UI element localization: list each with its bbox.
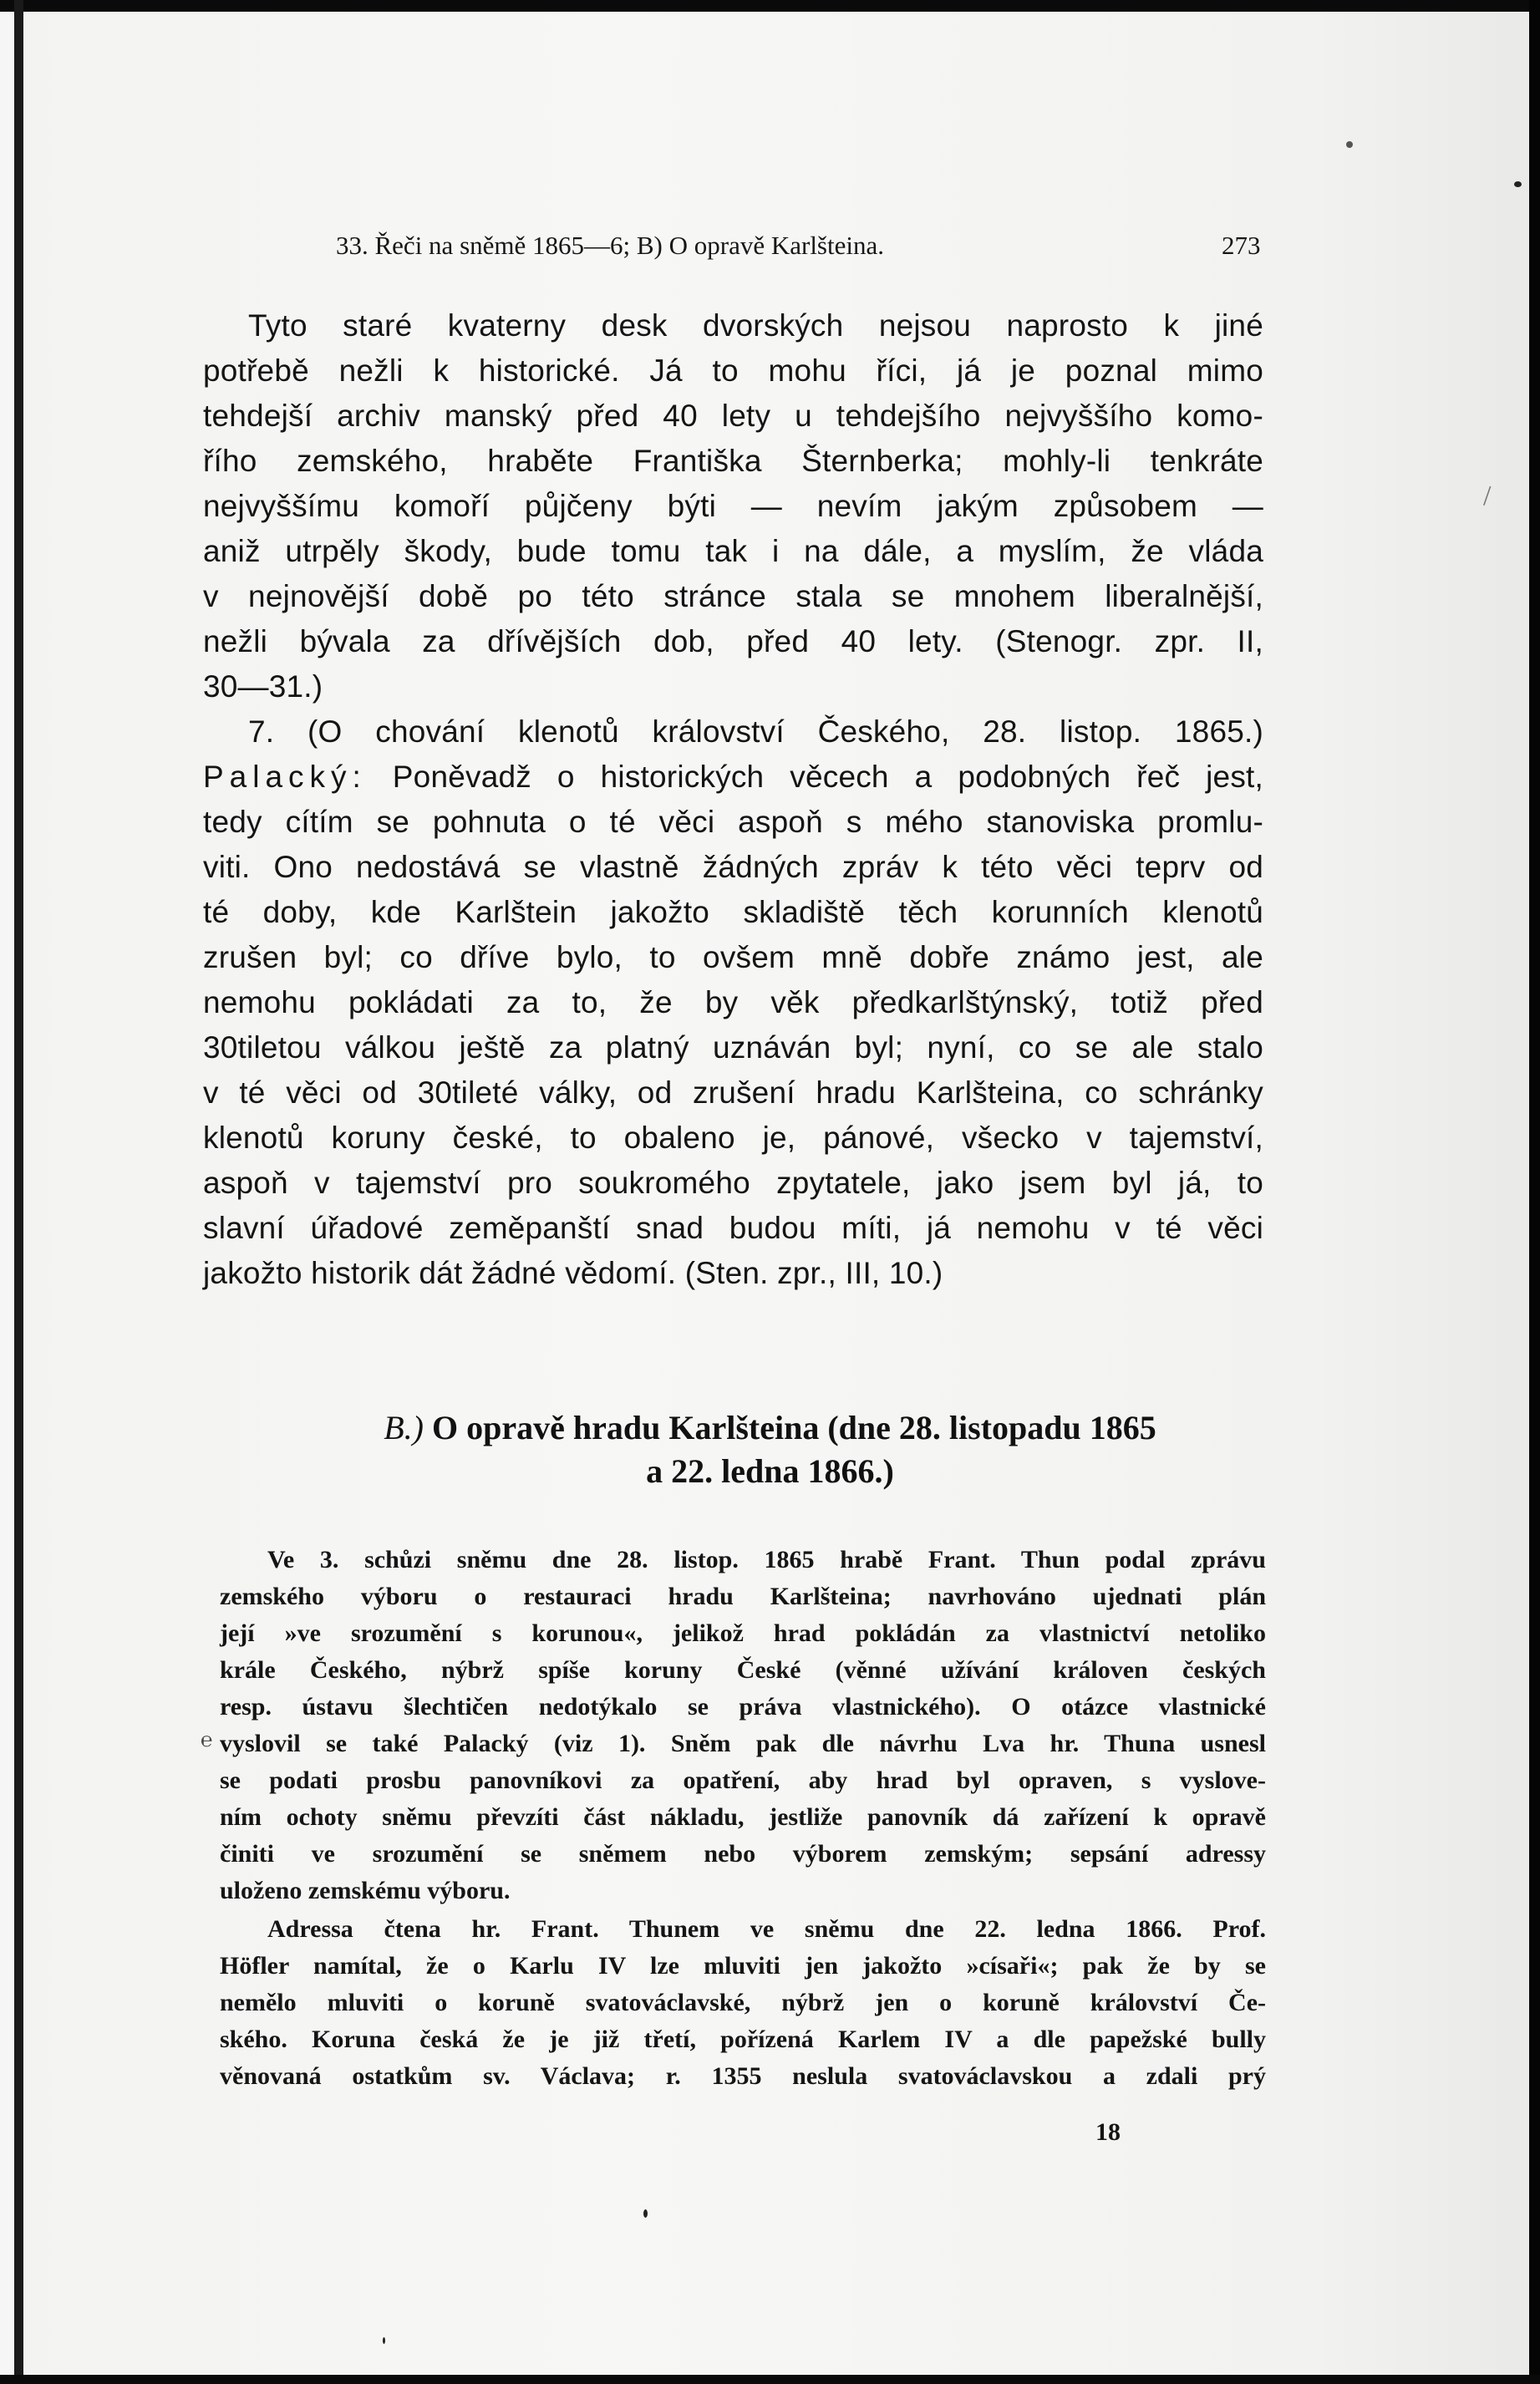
- body-text-line: tedy cítím se pohnuta o té věci aspoň s mého stanoviska promlu-: [203, 805, 1263, 839]
- dust-speck: [1346, 141, 1353, 148]
- running-head-title: 33. Řeči na sněmě 1865—6; B) O opravě Karlšteina.: [336, 231, 884, 260]
- item-7-heading: 7. (O chování klenotů království Českého, 28. listop. 1865.): [248, 714, 1263, 749]
- note-text-line: Adressa čtena hr. Frant. Thunem ve sněmu dne 22. ledna 1866. Prof.: [267, 1915, 1266, 1943]
- body-text-line: Tyto staré kvaterny desk dvorských nejsou naprosto k jiné: [248, 308, 1263, 343]
- speaker-name: Palacký:: [203, 760, 367, 794]
- body-text-line: řího zemského, hraběte Františka Šternberka; mohly-li tenkráte: [203, 444, 1263, 478]
- body-text-line: klenotů koruny české, to obaleno je, pánové, všecko v tajemství,: [203, 1121, 1263, 1155]
- body-text-line: nemohu pokládati za to, že by věk předkarlštýnský, totiž před: [203, 985, 1263, 1019]
- margin-stroke-mark: /: [1483, 480, 1492, 511]
- speaker-line-text: Poněvadž o historických věcech a podobných řeč jest,: [392, 760, 1263, 794]
- body-text-line: 30—31.): [203, 669, 323, 704]
- body-text-line: aniž utrpěly škody, bude tomu tak i na dále, a myslím, že vláda: [203, 534, 1263, 568]
- scan-margin-left: [0, 0, 14, 2384]
- note-text-line: zemského výboru o restauraci hradu Karlšteina; navrhováno ujednati plán: [220, 1583, 1266, 1610]
- body-text-line: tehdejší archiv manský před 40 lety u tehdejšího nejvyššího komo-: [203, 399, 1263, 433]
- section-label: B.): [384, 1409, 424, 1446]
- note-text-line: Höfler namítal, že o Karlu IV lze mluviti jen jakožto »císaři«; pak že by se: [220, 1952, 1266, 1980]
- body-text-line: nejvyššímu komoří půjčeny býti — nevím jakým způsobem —: [203, 489, 1263, 523]
- body-text-line: slavní úřadové zeměpanští snad budou míti, já nemohu v té věci: [203, 1211, 1263, 1245]
- signature-mark: 18: [1095, 2118, 1121, 2146]
- body-text-line: aspoň v tajemství pro soukromého zpytatele, jako jsem byl já, to: [203, 1166, 1263, 1200]
- speaker-line: [203, 760, 1263, 795]
- body-text-line: zrušen byl; co dříve bylo, to ovšem mně dobře známo jest, ale: [203, 940, 1263, 974]
- dust-speck: [383, 2337, 385, 2344]
- note-text-line: činiti ve srozumění se sněmem nebo výborem zemským; sepsání adressy: [220, 1840, 1266, 1868]
- scan-border-bottom: [0, 2375, 1540, 2384]
- running-head-page-number: 273: [1222, 231, 1261, 260]
- scan-border-right: [1529, 0, 1540, 2384]
- note-text-line: věnovaná ostatkům sv. Václava; r. 1355 neslula svatováclavskou a zdali prý: [220, 2062, 1266, 2090]
- note-text-line: vyslovil se také Palacký (viz 1). Sněm pak dle návrhu Lva hr. Thuna usnesl: [220, 1730, 1266, 1757]
- note-text-line: její »ve srozumění s korunou«, jelikož hrad pokládán za vlastnictví netoliko: [220, 1619, 1266, 1647]
- note-text-line: nemělo mluviti o koruně svatováclavské, nýbrž jen o koruně království Če-: [220, 1989, 1266, 2016]
- note-text-line: ním ochoty sněmu převzíti část nákladu, jestliže panovník dá zařízení k opravě: [220, 1803, 1266, 1831]
- body-text-line: viti. Ono nedostává se vlastně žádných zpráv k této věci teprv od: [203, 850, 1263, 884]
- note-text-line: uloženo zemskému výboru.: [220, 1877, 511, 1904]
- body-text-line: potřebě nežli k historické. Já to mohu říci, já je poznal mimo: [203, 353, 1263, 388]
- body-text-line: v nejnovější době po této stránce stala se mnohem liberalnější,: [203, 579, 1263, 613]
- body-text-line: 30tiletou válkou ještě za platný uznáván byl; nyní, co se ale stalo: [203, 1030, 1263, 1065]
- section-title-line-2: a 22. ledna 1866.): [646, 1452, 894, 1490]
- dust-speck: [1514, 181, 1522, 187]
- note-text-line: se podati prosbu panovníkovi za opatření, aby hrad byl opraven, s vyslove-: [220, 1766, 1266, 1794]
- scan-border-top: [0, 0, 1540, 12]
- body-text-line: jakožto historik dát žádné vědomí. (Sten. zpr., III, 10.): [203, 1256, 943, 1290]
- body-text-line: nežli bývala za dřívějších dob, před 40 lety. (Stenogr. zpr. II,: [203, 624, 1263, 658]
- body-text-line: té doby, kde Karlštein jakožto skladiště těch korunních klenotů: [203, 895, 1263, 929]
- note-text-line: krále Českého, nýbrž spíše koruny České (věnné užívání královen českých: [220, 1656, 1266, 1684]
- scan-border-left: [14, 0, 23, 2384]
- note-text-line: ského. Koruna česká že je již třetí, pořízená Karlem IV a dle papežské bully: [220, 2026, 1266, 2053]
- note-text-line: Ve 3. schůzi sněmu dne 28. listop. 1865 hrabě Frant. Thun podal zprávu: [267, 1546, 1266, 1573]
- section-title-line-1: [0, 1408, 1540, 1447]
- section-title-text: O opravě hradu Karlšteina (dne 28. listopadu 1865: [432, 1409, 1156, 1446]
- margin-note-glyph: ℮: [201, 1730, 213, 1751]
- body-text-line: v té věci od 30tileté války, od zrušení hradu Karlšteina, co schránky: [203, 1075, 1263, 1110]
- note-text-line: resp. ústavu šlechtičen nedotýkalo se práva vlastnického). O otázce vlastnické: [220, 1693, 1266, 1721]
- dust-speck: [643, 2209, 648, 2218]
